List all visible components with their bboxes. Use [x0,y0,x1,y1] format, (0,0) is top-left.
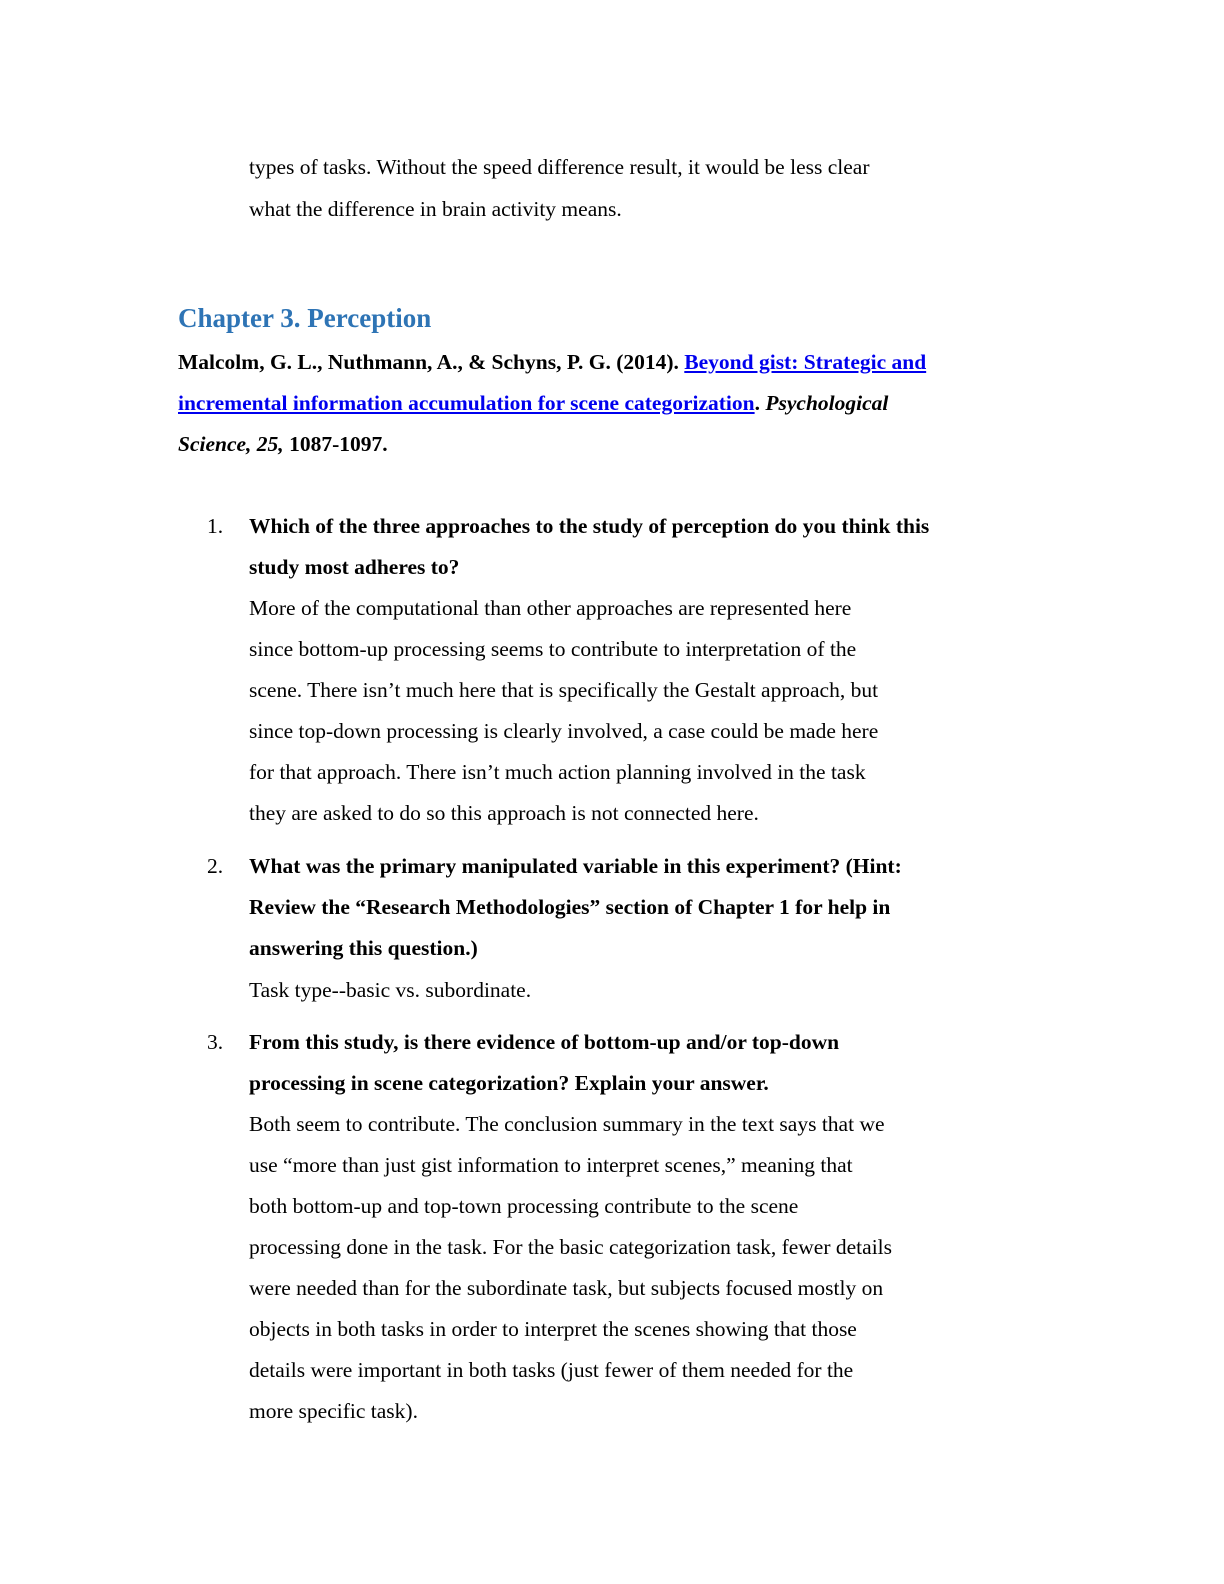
citation-journal: Psychological [759,391,889,415]
article-link-continued[interactable]: incremental information accumulation for scene categorization [178,391,755,415]
question-text: From this study, is there evidence of bottom-up and/or top-down [249,1030,840,1054]
question-text: study most adheres to? [249,555,460,579]
question-number: 1. [207,514,224,538]
citation-pages: 1087-1097. [283,432,388,456]
citation-line-2 [178,393,888,415]
chapter-heading: Chapter 3. Perception [178,303,432,333]
answer-text: were needed than for the subordinate task, but subjects focused mostly on [249,1276,884,1300]
answer-text: scene. There isn’t much here that is specifically the Gestalt approach, but [249,678,879,702]
answer-text: since top-down processing is clearly involved, a case could be made here [249,719,879,743]
continuation-line: types of tasks. Without the speed difference result, it would be less clear [249,155,870,179]
answer-text: objects in both tasks in order to interpret the scenes showing that those [249,1317,857,1341]
answer-text: since bottom-up processing seems to contribute to interpretation of the [249,637,857,661]
citation-authors: Malcolm, G. L., Nuthmann, A., & Schyns, P. G. (2014). [178,350,685,374]
answer-text: more specific task). [249,1399,418,1423]
question-text: answering this question.) [249,936,478,960]
answer-text: More of the computational than other approaches are represented here [249,596,852,620]
citation-line-3 [178,434,388,456]
answer-text: for that approach. There isn’t much action planning involved in the task [249,760,866,784]
question-text: What was the primary manipulated variable in this experiment? (Hint: [249,854,902,878]
question-number: 2. [207,854,224,878]
question-text: processing in scene categorization? Explain your answer. [249,1071,769,1095]
answer-text: use “more than just gist information to interpret scenes,” meaning that [249,1153,853,1177]
citation-period: . [754,391,760,415]
answer-text: both bottom-up and top-town processing contribute to the scene [249,1194,799,1218]
question-number: 3. [207,1030,224,1054]
question-text: Which of the three approaches to the study of perception do you think this [249,514,930,538]
citation-journal-volume: Science, 25, [178,432,284,456]
answer-text: processing done in the task. For the basic categorization task, fewer details [249,1235,893,1259]
article-link[interactable]: Beyond gist: Strategic and [684,350,927,374]
answer-text: details were important in both tasks (just fewer of them needed for the [249,1358,854,1382]
citation-line-1 [178,352,926,374]
answer-text: they are asked to do so this approach is not connected here. [249,801,759,825]
answer-text: Task type--basic vs. subordinate. [249,978,532,1002]
continuation-line: what the difference in brain activity means. [249,197,622,221]
answer-text: Both seem to contribute. The conclusion summary in the text says that we [249,1112,885,1136]
question-text: Review the “Research Methodologies” section of Chapter 1 for help in [249,895,891,919]
